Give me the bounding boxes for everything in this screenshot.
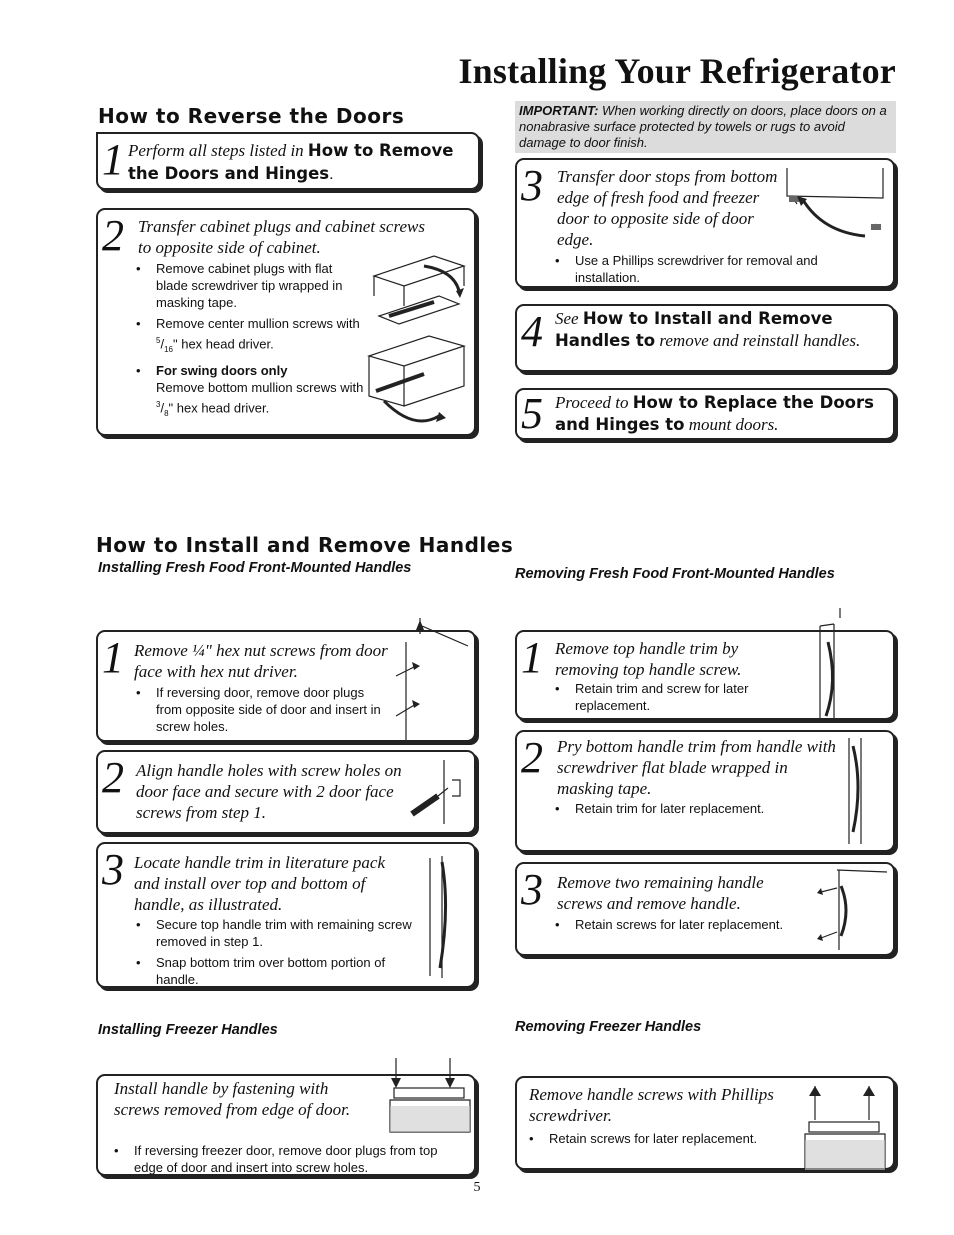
page-number: 5 — [473, 1180, 481, 1195]
install-freezer-handles: Install handle by fastening with screws removed from edge of door. • If reversing freezer door, remove door plugs from top edge of door and insert into screw holes. — [96, 1074, 476, 1176]
step-number: 2 — [102, 211, 124, 260]
subheading-remove-fz: Removing Freezer Handles — [515, 1019, 702, 1035]
step-text: Install handle by fastening with screws removed from edge of door. — [114, 1079, 351, 1119]
step-text: Pry bottom handle trim from handle with screwdriver flat blade wrapped in masking tape. — [557, 737, 836, 798]
install-ff-step-3: 3 Locate handle trim in literature pack and install over top and bottom of handle, as illustrated. • Secure top handle trim with remaining screw removed in step 1. • Snap bottom trim over bottom portion of handle. — [96, 842, 476, 988]
section-heading-handles: How to Install and Remove Handles — [96, 533, 514, 557]
step-number: 1 — [521, 633, 543, 682]
door-stop-illustration — [783, 166, 893, 244]
step-text: Perform all steps listed in How to Remove the Doors and Hinges. — [128, 141, 454, 183]
step-text: Transfer cabinet plugs and cabinet screws to opposite side of cabinet. — [138, 217, 425, 257]
subheading-install-ff: Installing Fresh Food Front-Mounted Handles — [98, 560, 412, 576]
step-text: Transfer door stops from bottom edge of fresh food and freezer door to opposite side of door edge. — [557, 167, 778, 249]
section-heading-reverse-doors: How to Reverse the Doors — [98, 104, 405, 128]
reverse-step-3: 3 Transfer door stops from bottom edge of fresh food and freezer door to opposite side of door edge. • Use a Phillips screwdriver for removal and installation. — [515, 158, 895, 288]
reverse-step-2 — [96, 208, 476, 436]
subheading-install-fz: Installing Freezer Handles — [98, 1022, 278, 1038]
step-link: How to Remove the Doors and Hinges — [128, 141, 454, 183]
subheading-remove-ff: Removing Fresh Food Front-Mounted Handles — [515, 566, 835, 582]
freezer-handle-remove-illustration — [801, 1080, 891, 1172]
reverse-step-4: 4 See How to Install and Remove Handles to remove and reinstall handles. — [515, 304, 895, 372]
step-number: 5 — [521, 389, 543, 438]
bottom-trim-illustration — [839, 736, 879, 846]
remove-ff-step-3: 3 Remove two remaining handle screws and remove handle. • Retain screws for later replacement. — [515, 862, 895, 956]
step-text: Remove ¼" hex nut screws from door face with hex nut driver. — [134, 641, 388, 681]
reverse-step-1 — [96, 132, 480, 190]
install-ff-step-2 — [96, 750, 476, 834]
step-text: Remove two remaining handle screws and remove handle. — [557, 873, 764, 913]
step-text: Remove handle screws with Phillips screwdriver. — [529, 1085, 774, 1125]
remove-ff-step-1: 1 Remove top handle trim by removing top handle screw. • Retain trim and screw for later replacement. — [515, 630, 895, 720]
cabinet-mullion-illustration — [364, 246, 474, 436]
reverse-step-5: 5 Proceed to How to Replace the Doors and Hinges to mount doors. — [515, 388, 895, 440]
step-number: 3 — [521, 161, 543, 210]
install-ff-step-1: 1 Remove ¼" hex nut screws from door face with hex nut driver. • If reversing door, remove door plugs from opposite side of door and insert in screw holes. — [96, 630, 476, 742]
handle-trim-illustration — [426, 848, 466, 978]
step-number: 1 — [102, 633, 124, 682]
step-number: 4 — [521, 307, 543, 356]
important-note: IMPORTANT: When working directly on doors, place doors on a nonabrasive surface protected by towels or rugs to avoid damage to door finish. — [515, 101, 896, 153]
step-text: Locate handle trim in literature pack and install over top and bottom of handle, as illustrated. — [134, 853, 386, 914]
step-text: Align handle holes with screw holes on door face and secure with 2 door face screws from step 1. — [136, 761, 402, 822]
remove-freezer-handles: Remove handle screws with Phillips screwdriver. • Retain screws for later replacement. — [515, 1076, 895, 1170]
hex-screw-illustration — [392, 606, 472, 746]
top-trim-screw-illustration — [816, 602, 876, 722]
page-title: Installing Your Refrigerator — [458, 51, 896, 91]
remove-handle-illustration — [817, 866, 887, 952]
step-number: 3 — [521, 865, 543, 914]
freezer-handle-install-illustration — [386, 1054, 476, 1134]
step-link: How to Install and Remove Handles to — [555, 309, 833, 350]
step-number: 3 — [102, 845, 124, 894]
step-number: 2 — [521, 733, 543, 782]
step-bullets: • Remove cabinet plugs with flat blade screwdriver tip wrapped in masking tape. • Remove center mullion screws with $^5/_{16}$" hex head driver. • For swing doors only Remove bottom mullion screws with $^3/_8$" hex head driver. — [134, 260, 366, 422]
remove-ff-step-2: 2 Pry bottom handle trim from handle with screwdriver flat blade wrapped in masking tape. • Retain trim for later replacement. — [515, 730, 895, 852]
step-number: 2 — [102, 753, 124, 802]
screwdriver-icon — [404, 760, 464, 824]
step-link: How to Replace the Doors and Hinges to — [555, 393, 874, 434]
step-number: 1 — [102, 135, 124, 184]
step-text: Remove top handle trim by removing top handle screw. — [555, 639, 742, 679]
